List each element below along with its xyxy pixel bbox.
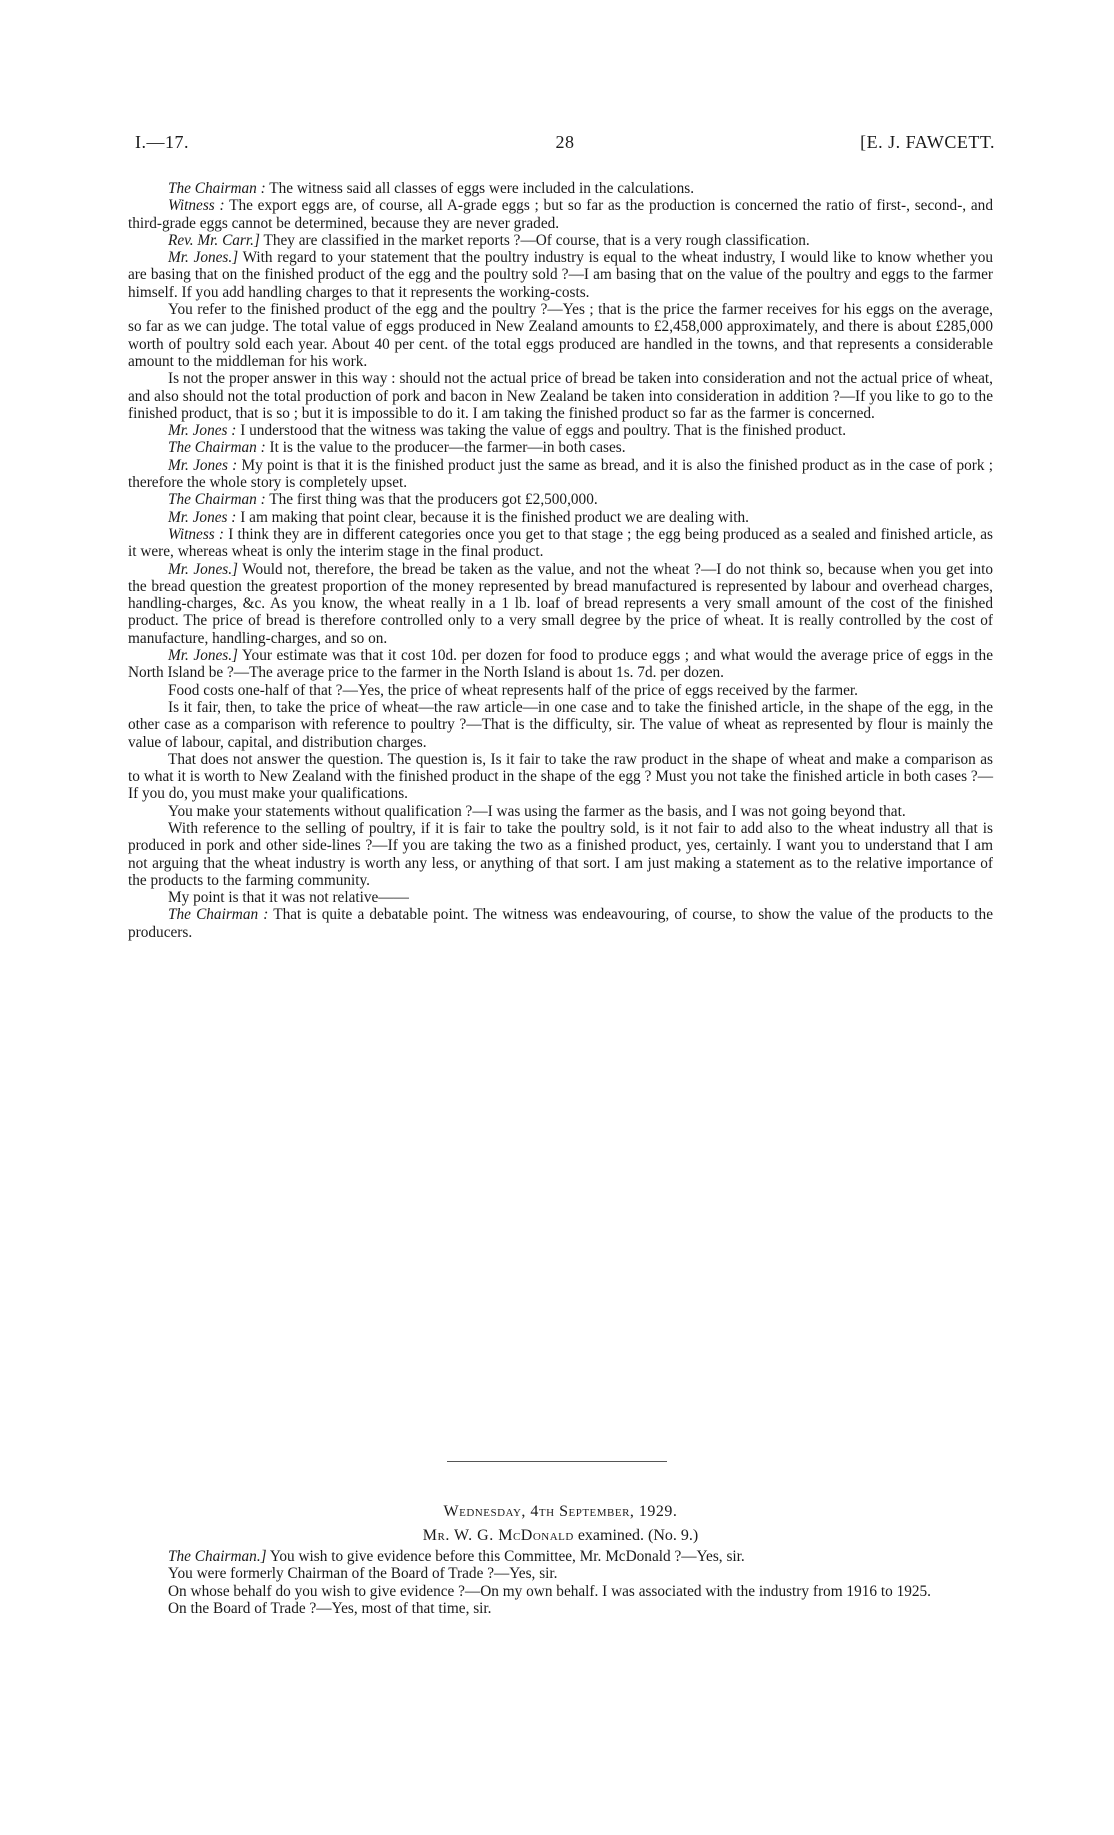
examination-heading xyxy=(128,1524,993,1548)
parliamentary-paper-reference: I.—17. xyxy=(135,132,189,152)
paragraph-text: Would not, therefore, the bread be taken as the value, and not the wheat ?—I do not think so, because when you get into the bread question the greatest proportion of the money represented by bread manufactured is represented by labour and overhead charges, handling-charges, &c. As you know, the wheat really in a 1 lb. loaf of bread represents a very small amount of the cost of the finished product. The price of bread is therefore controlled only to a very small degree by the price of wheat. It is really controlled by the cost of manufacture, handling-charges, and so on. xyxy=(128,560,993,647)
paragraph-text: The witness said all classes of eggs were included in the calculations. xyxy=(265,180,695,197)
paragraph-text: With regard to your statement that the poultry industry is equal to the wheat industry, I would like to know whether you are basing that on the finished product of the egg and the poultry sold ?—I am basing that on the value of the poultry and eggs to the farmer himself. If you add handling charges to that it represents the working-costs. xyxy=(128,249,993,301)
witness-name-header: [E. J. FAWCETT. xyxy=(860,132,995,152)
paragraph xyxy=(128,526,993,561)
paragraph xyxy=(128,1583,993,1600)
paragraph-text: Your estimate was that it cost 10d. per dozen for food to produce eggs ; and what would the average price of eggs in the North Island be ?—The average price to the farmer in the North Island is about 1s. 7d. per dozen. xyxy=(128,647,993,682)
speaker-label: Mr. Jones.] xyxy=(168,249,239,267)
paragraph xyxy=(128,232,993,249)
paragraph-text: Food costs one-half of that ?—Yes, the price of wheat represents half of the price of eggs received by the farmer. xyxy=(168,681,858,699)
speaker-label: Witness : xyxy=(168,525,225,543)
paragraph xyxy=(128,682,993,699)
paragraph-text: I am making that point clear, because it is the finished product we are dealing with. xyxy=(236,508,749,526)
paragraph xyxy=(128,509,993,526)
speaker-label: Mr. Jones : xyxy=(168,422,237,440)
page-number: 28 xyxy=(555,132,575,152)
speaker-label: The Chairman : xyxy=(168,439,266,457)
paragraph-text: With reference to the selling of poultry, if it is fair to take the poultry sold, is it not fair to add also to the wheat industry all that is produced in pork and other side-lines ?—If you are taking the two as a finished product, yes, certainly. I want you to understand that I am not arguing that the wheat industry is worth any less, or anything of that sort. I am just making a statement as to the relative importance of the products to the farming community. xyxy=(128,819,993,889)
new-session-section xyxy=(128,1500,993,1617)
page-header xyxy=(135,132,995,158)
paragraph-text: You refer to the finished product of the egg and the poultry ?—Yes ; that is the price the farmer receives for his eggs on the average, so far as we can judge. The total value of eggs produced in New Zealand amounts to £2,458,000 approximately, and there is about £285,000 worth of poultry sold each year. About 40 per cent. of the total eggs produced are handled in the towns, and that represents a considerable amount to the middleman for his work. xyxy=(128,301,993,370)
paragraph xyxy=(128,751,993,803)
paragraph xyxy=(128,1565,993,1582)
transcript-body xyxy=(128,180,993,941)
session-date: Wednesday, 4th September, 1929. xyxy=(443,1503,678,1520)
paragraph xyxy=(128,249,993,301)
paragraph xyxy=(128,1600,993,1617)
paragraph xyxy=(128,301,993,370)
speaker-label: Rev. Mr. Carr.] xyxy=(168,231,260,249)
speaker-label: Mr. Jones.] xyxy=(168,647,239,665)
paragraph-text: My point is that it is the finished product just the same as bread, and it is also the finished product as in the case of pork ; therefore the whole story is completely upset. xyxy=(128,456,993,492)
paragraph-text: On whose behalf do you wish to give evidence ?—On my own behalf. I was associated with the industry from 1916 to 1925. xyxy=(168,1582,931,1600)
paragraph xyxy=(128,457,993,492)
paragraph-text: You wish to give evidence before this Committee, Mr. McDonald ?—Yes, sir. xyxy=(266,1548,745,1565)
paragraph xyxy=(128,820,993,889)
paragraph xyxy=(128,647,993,682)
paragraph-text: Is not the proper answer in this way : should not the actual price of bread be taken into consideration and not the actual price of wheat, and also should not the total production of pork and bacon in New Zealand be taken into consideration in addition ?—If you like to go to the finished product, that is so ; but it is impossible to do it. I am taking the finished product so far as the farmer is concerned. xyxy=(128,370,993,422)
examination-label: examined. (No. 9.) xyxy=(573,1527,699,1544)
paragraph xyxy=(128,180,993,197)
paragraph-text: It is the value to the producer—the farmer—in both cases. xyxy=(265,439,626,457)
paragraph xyxy=(128,1548,993,1565)
speaker-label: Mr. Jones : xyxy=(168,456,238,474)
paragraph-text: The export eggs are, of course, all A-grade eggs ; but so far as the production is concerned the ratio of first-, second-, and third-grade eggs cannot be determined, because they are never graded. xyxy=(128,197,993,232)
paragraph xyxy=(128,699,993,751)
speaker-label: Mr. Jones : xyxy=(168,508,237,526)
speaker-label: The Chairman : xyxy=(168,491,266,509)
paragraph-text: You make your statements without qualification ?—I was using the farmer as the basis, and I was not going beyond that. xyxy=(168,802,906,820)
paragraph-text: You were formerly Chairman of the Board of Trade ?—Yes, sir. xyxy=(168,1565,558,1583)
paragraph-text: That is quite a debatable point. The witness was endeavouring, of course, to show the value of the products to the producers. xyxy=(128,906,993,941)
paragraph-text: I think they are in different categories once you get to that stage ; the egg being produced as a sealed and finished article, as it were, whereas wheat is only the interim stage in the final product. xyxy=(128,525,993,561)
paragraph-text: I understood that the witness was taking the value of eggs and poultry. That is the finished product. xyxy=(236,422,847,440)
speaker-label: Witness : xyxy=(168,197,225,215)
paragraph xyxy=(128,491,993,508)
paragraph xyxy=(128,906,993,941)
paragraph-text: They are classified in the market reports ?—Of course, that is a very rough classification. xyxy=(259,231,810,249)
speaker-label: Mr. Jones.] xyxy=(168,560,238,578)
paragraph xyxy=(128,439,993,456)
speaker-label: The Chairman : xyxy=(168,906,269,924)
paragraph-text: On the Board of Trade ?—Yes, most of that time, sir. xyxy=(168,1599,492,1617)
paragraph xyxy=(128,561,993,647)
speaker-label: The Chairman.] xyxy=(168,1548,267,1565)
section-divider xyxy=(447,1461,667,1462)
paragraph-text: That does not answer the question. The question is, Is it fair to take the raw product in the shape of wheat and make a comparison as to what it is worth to New Zealand with the finished product in the shape of the egg ? Must you not take the finished article in both cases ?—If you do, you must make your qualifications. xyxy=(128,750,993,803)
paragraph-text: My point is that it was not relative—— xyxy=(168,889,409,907)
paragraph-text: The first thing was that the producers got £2,500,000. xyxy=(265,491,598,509)
paragraph-text: Is it fair, then, to take the price of wheat—the raw article—in one case and to take the finished article, in the shape of the egg, in the other case as a comparison with reference to poultry ?—That is the difficulty, sir. The value of wheat as represented by flour is mainly the value of labour, capital, and distribution charges. xyxy=(128,698,993,751)
paragraph xyxy=(128,370,993,422)
examined-witness-name: Mr. W. G. McDonald xyxy=(422,1527,574,1544)
paragraph xyxy=(128,422,993,439)
paragraph xyxy=(128,803,993,820)
paragraph xyxy=(128,197,993,232)
speaker-label: The Chairman : xyxy=(168,180,266,197)
paragraph xyxy=(128,889,993,906)
